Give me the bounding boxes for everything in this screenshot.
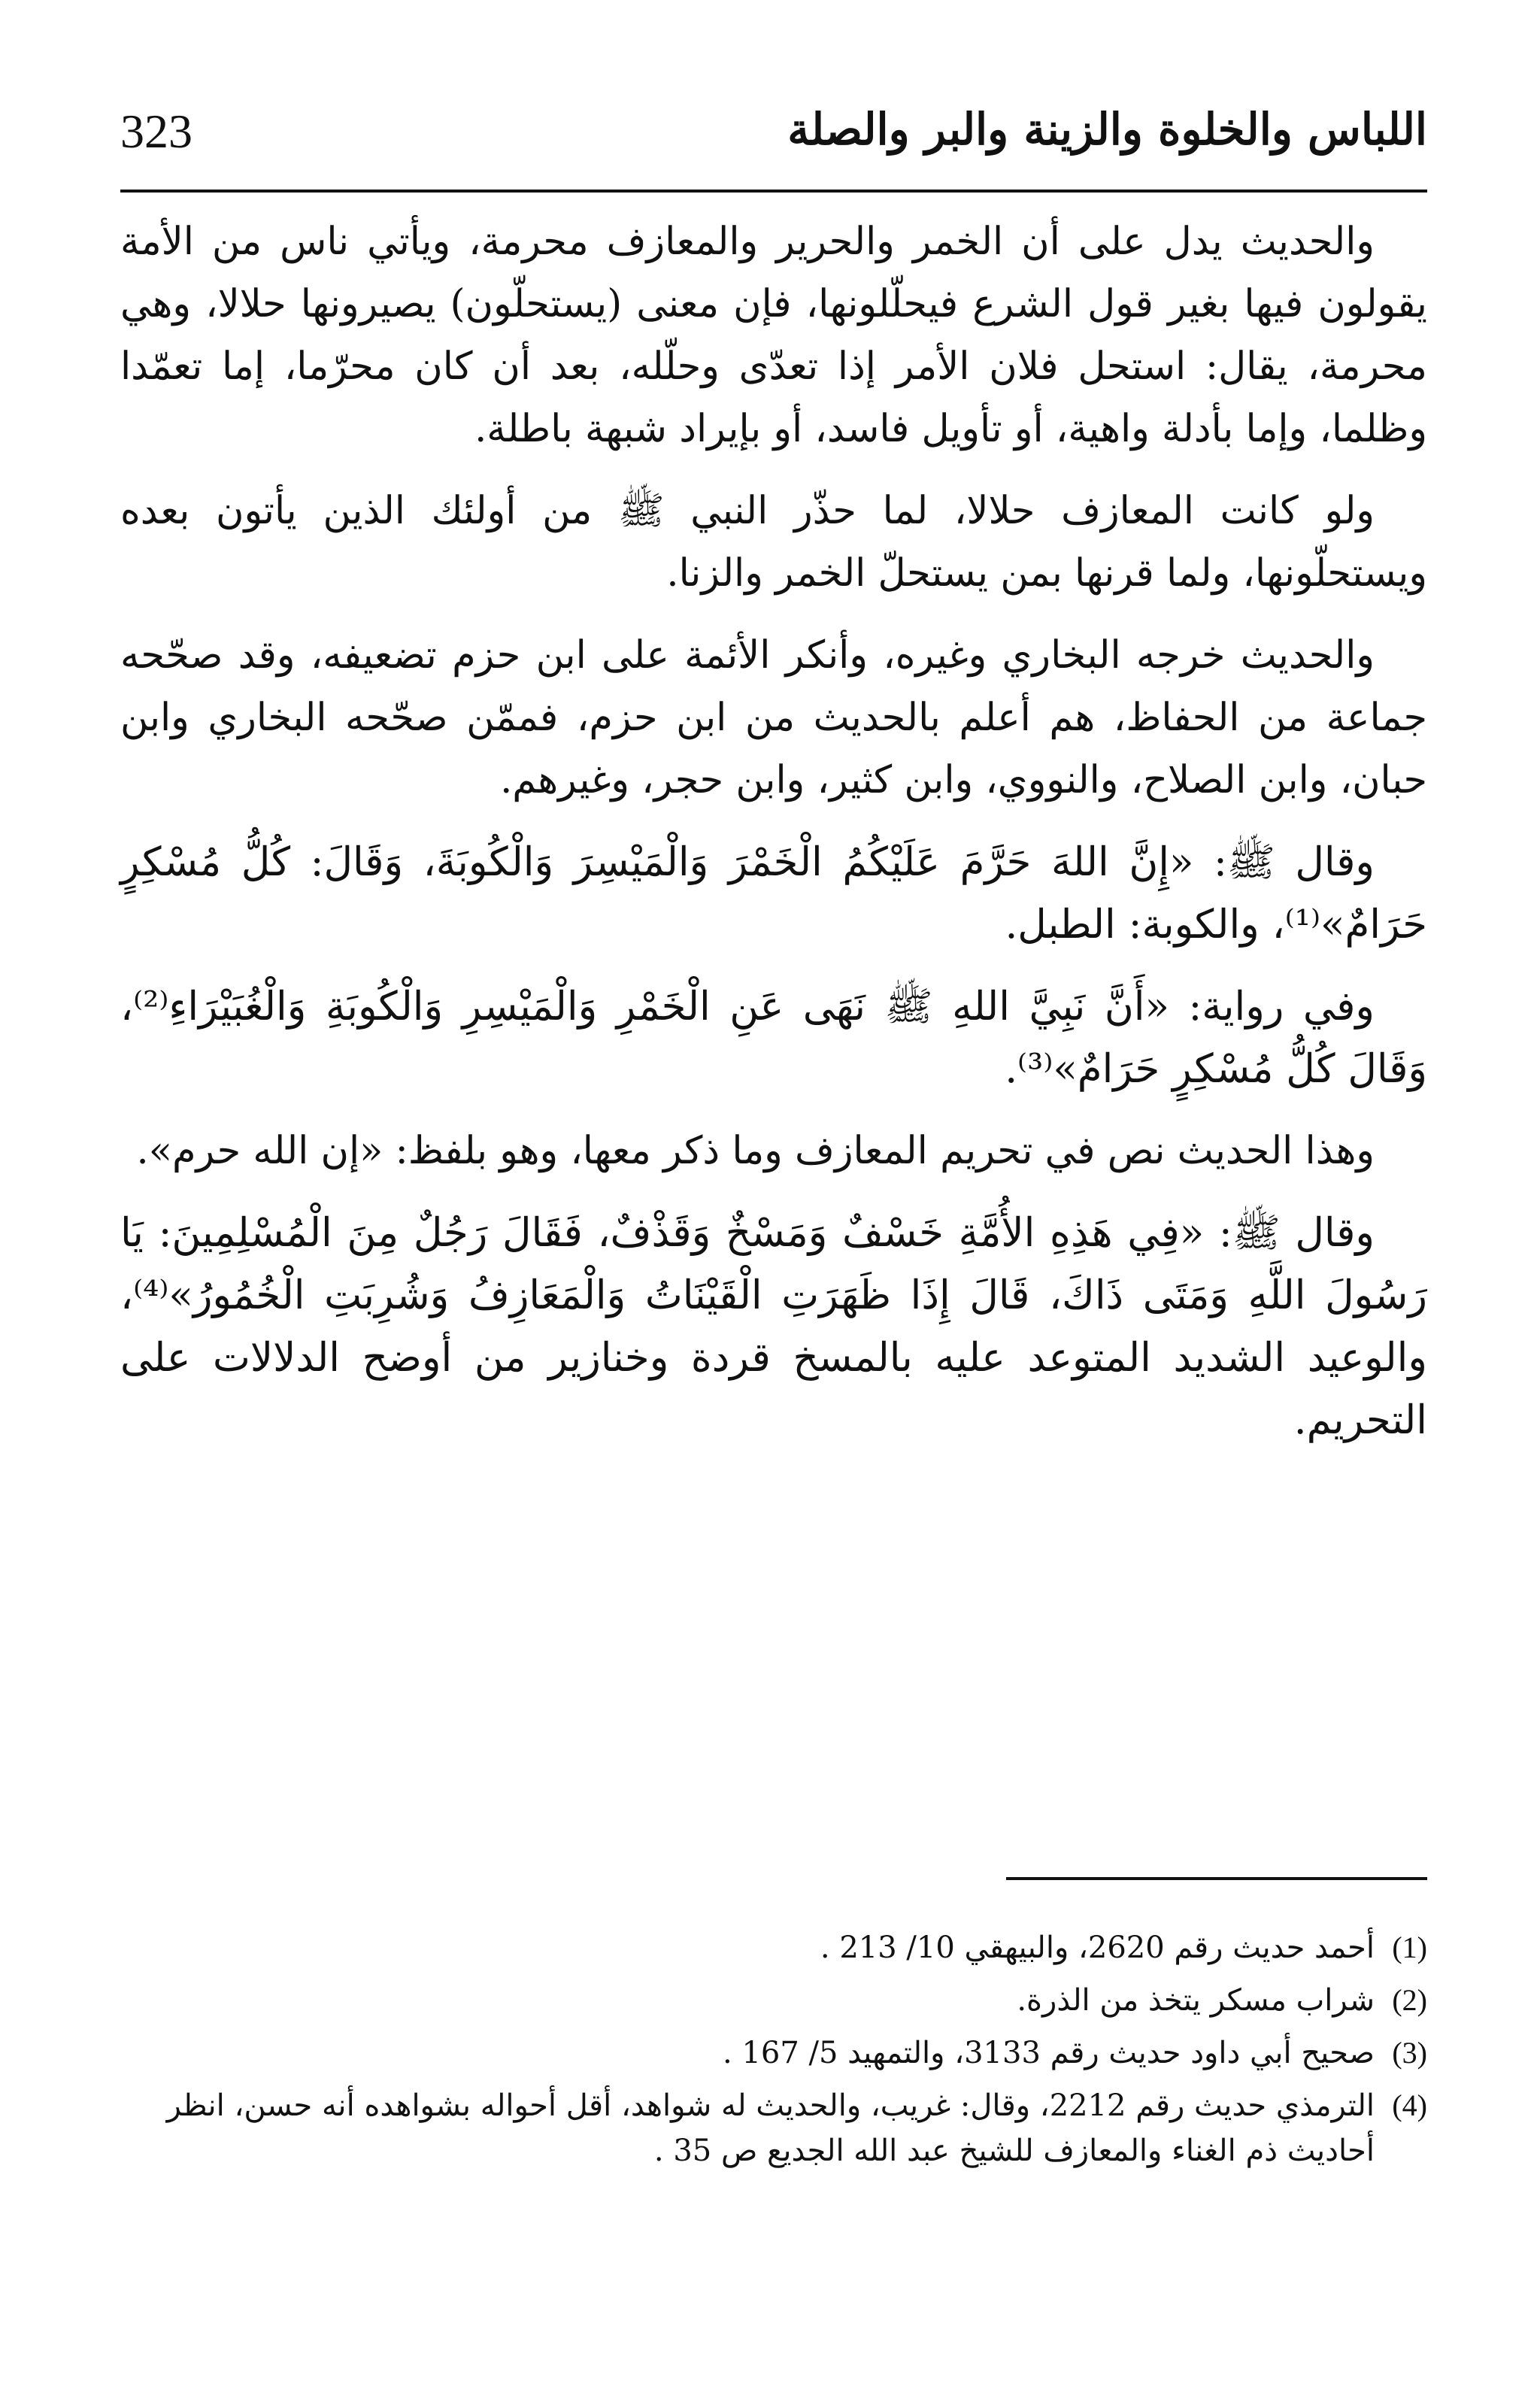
footnote-text: صحيح أبي داود حديث رقم 3133، والتمهيد 5/ 167 . (723, 2036, 1375, 2070)
paragraph: والحديث يدل على أن الخمر والحرير والمعازف محرمة، ويأتي ناس من الأمة يقولون فيها بغير قول الشرع فيحلّلونها، فإن معنى (يستحلّون) يصيرونها حلالا، وهي محرمة، يقال: استحل فلان الأمر إذا تعدّى وحلّله، بعد أن كان محرّما، إما تعمّدا وظلما، وإما بأدلة واهية، أو تأويل فاسد، أو بإيراد شبهة باطلة. (120, 220, 1427, 451)
paragraph: والحديث خرجه البخاري وغيره، وأنكر الأئمة على ابن حزم تضعيفه، وقد صحّحه جماعة من الحفاظ، هم أعلم بالحديث من ابن حزم، فممّن صحّحه البخاري وابن حبان، وابن الصلاح، والنووي، وابن كثير، وابن حجر، وغيرهم. (120, 633, 1427, 802)
paragraph: ولو كانت المعازف حلالا، لما حذّر النبي ﷺ من أولئك الذين يأتون بعده ويستحلّونها، ولما قرنها بمن يستحلّ الخمر والزنا. (120, 489, 1427, 596)
hadith-paragraph: وفي رواية: «أَنَّ نَبِيَّ اللهِ ﷺ نَهَى عَنِ الْخَمْرِ وَالْمَيْسِرِ وَالْكُوبَةِ وَالْغُبَيْرَاءِ⁽²⁾، وَقَالَ كُلُّ مُسْكِرٍ حَرَامٌ»⁽³⁾. (120, 984, 1427, 1092)
body-text (120, 211, 1427, 1471)
footnote-text: شراب مسكر يتخذ من الذرة. (1017, 1983, 1375, 2018)
footnote-separator (1006, 1877, 1427, 1880)
hadith-paragraph: وقال ﷺ: «فِي هَذِهِ الأُمَّةِ خَسْفٌ وَمَسْخٌ وَقَذْفٌ، فَقَالَ رَجُلٌ مِنَ الْمُسْلِمِينَ: يَا رَسُولَ اللَّهِ وَمَتَى ذَاكَ، قَالَ إِذَا ظَهَرَتِ الْقَيْنَاتُ وَالْمَعَازِفُ وَشُرِبَتِ الْخُمُورُ»⁽⁴⁾، والوعيد الشديد المتوعد عليه بالمسخ قردة وخنازير من أوضح الدلالات على التحريم. (120, 1210, 1427, 1443)
hadith-paragraph: وقال ﷺ: «إِنَّ اللهَ حَرَّمَ عَلَيْكُمُ الْخَمْرَ وَالْمَيْسِرَ وَالْكُوبَةَ، وَقَالَ: كُلُّ مُسْكِرٍ حَرَامٌ»⁽¹⁾، والكوبة: الطبل. (120, 839, 1427, 948)
footnote-number: (3) (1392, 2036, 1427, 2070)
footnote-item (120, 1925, 1427, 1970)
footnote-item (120, 2030, 1427, 2076)
header-rule (120, 190, 1427, 193)
footnote-item (120, 2083, 1427, 2173)
footnote-item (120, 1978, 1427, 2023)
footnote-number: (2) (1392, 1983, 1427, 2017)
paragraph: وهذا الحديث نص في تحريم المعازف وما ذكر معها، وهو بلفظ: «إن الله حرم». (136, 1129, 1375, 1173)
page-number: 323 (120, 105, 192, 158)
footnote-number: (4) (1392, 2088, 1427, 2122)
footnote-text: أحمد حديث رقم 2620، والبيهقي 10/ 213 . (820, 1930, 1375, 1965)
footnote-number: (1) (1392, 1930, 1427, 1964)
footnotes (120, 1925, 1427, 2181)
footnote-text: الترمذي حديث رقم 2212، وقال: غريب، والحديث له شواهد، أقل أحواله بشواهده أنه حسن، انظر أحاديث ذم الغناء والمعازف للشيخ عبد الله الجديع ص 35 . (166, 2088, 1375, 2168)
running-title: اللباس والخلوة والزينة والبر والصلة (787, 104, 1427, 155)
